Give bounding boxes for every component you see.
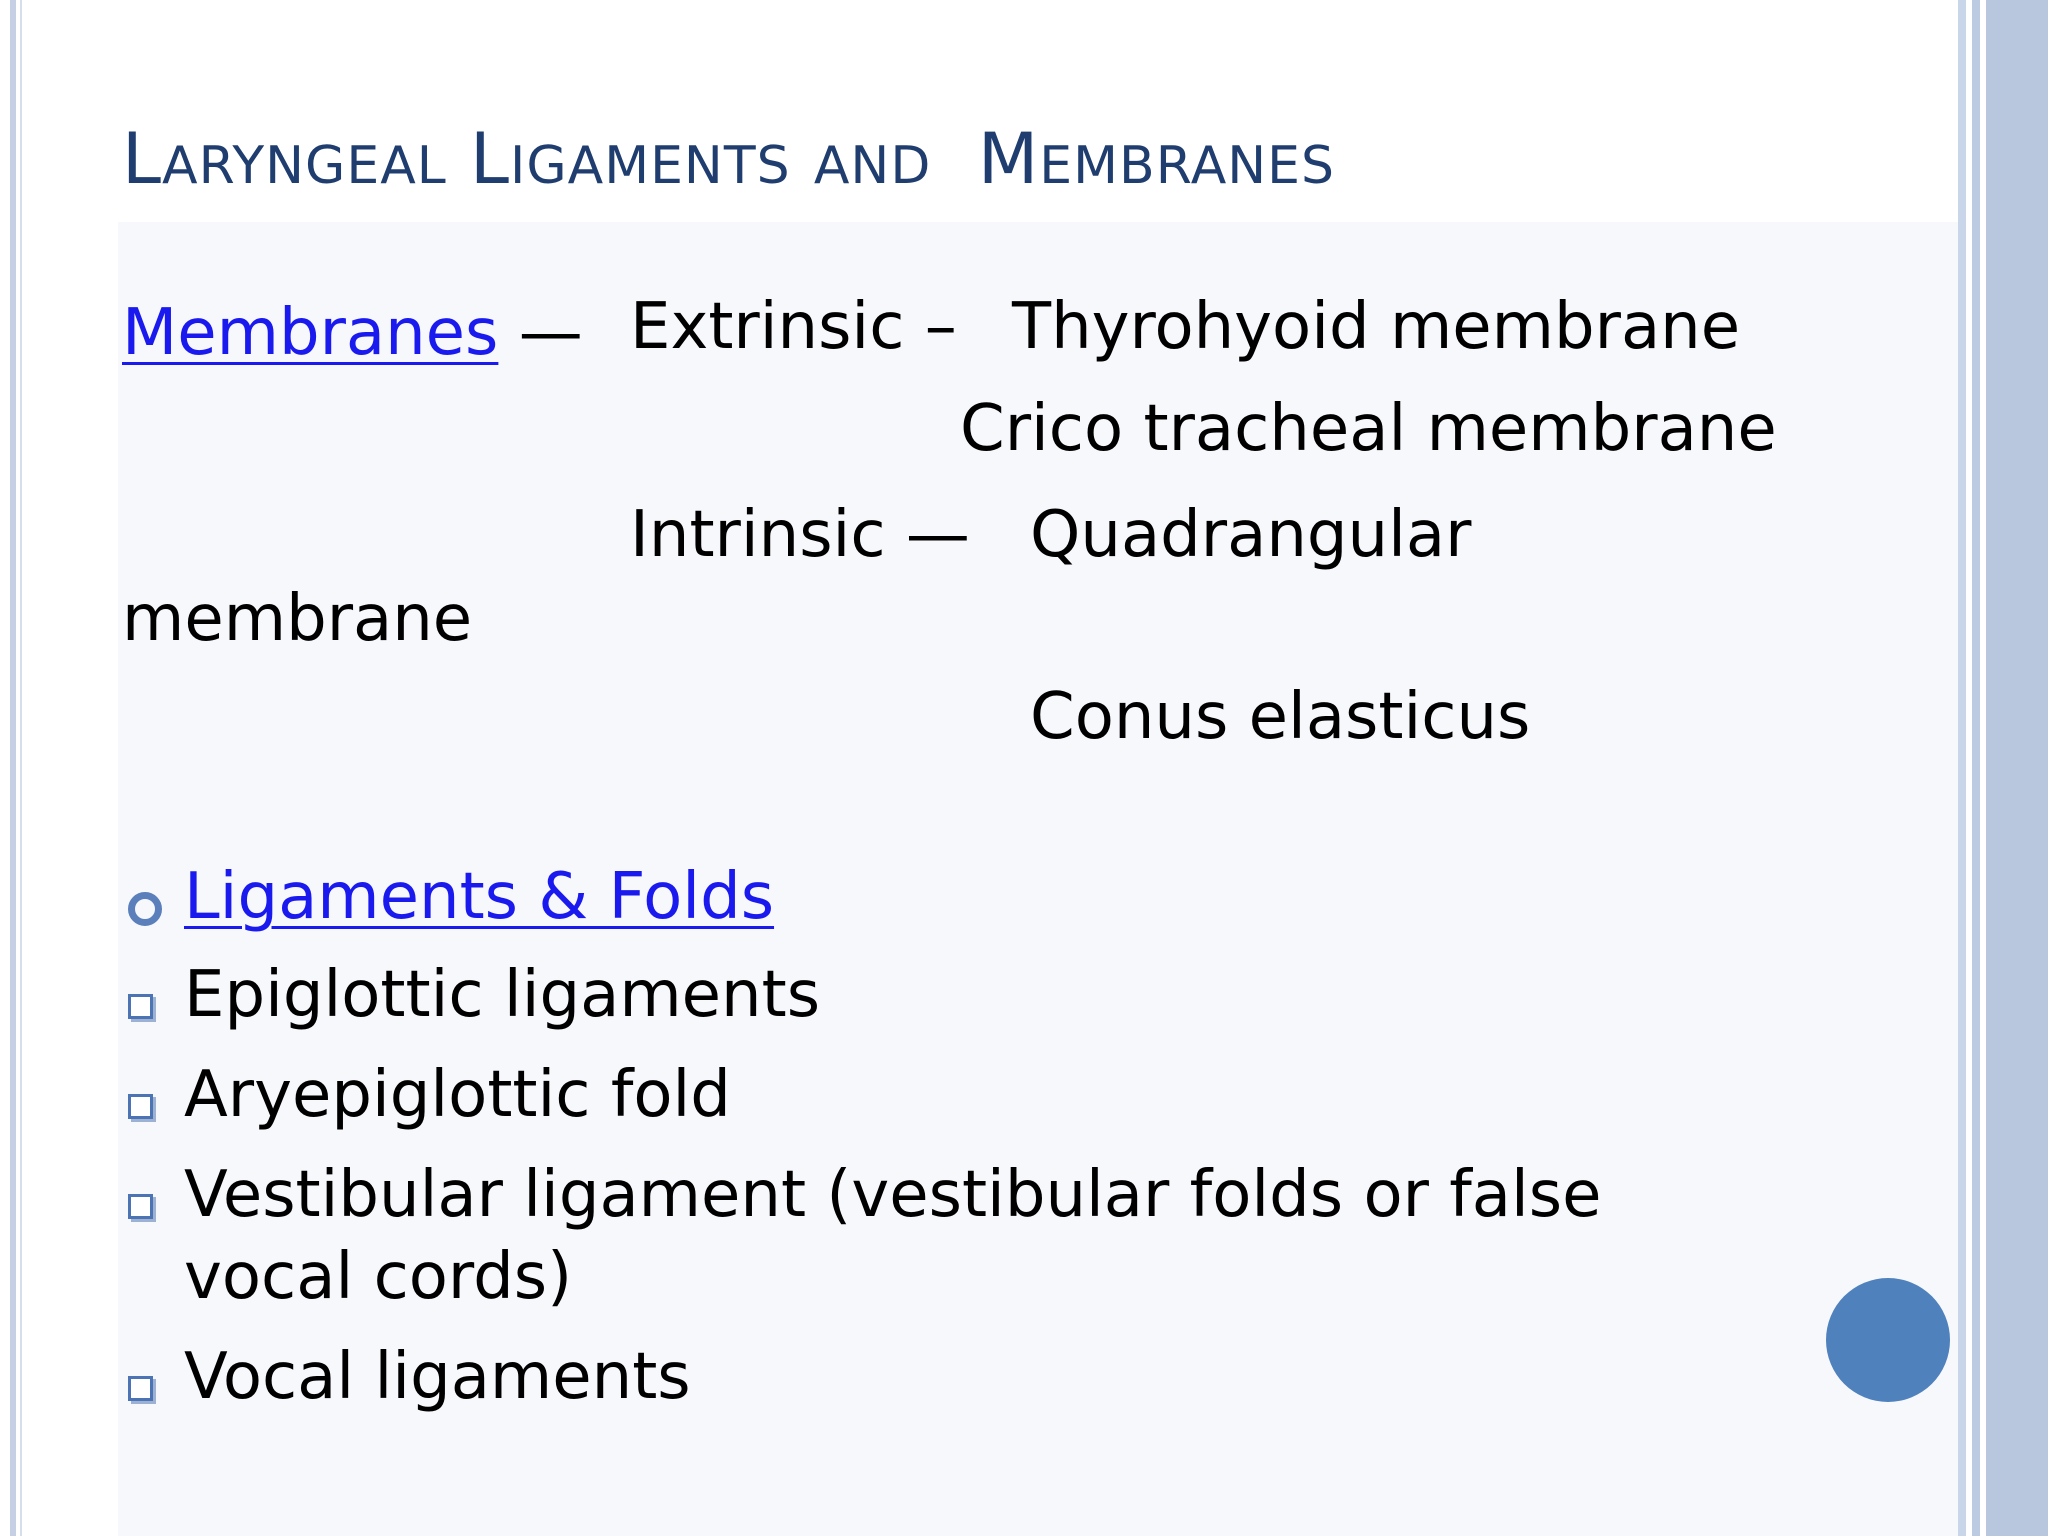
right-frame-line-mid: [1972, 0, 1980, 1536]
square-bullet-icon: [128, 1094, 153, 1119]
extrinsic-label: Extrinsic –: [630, 290, 957, 364]
membranes-heading-row: [122, 296, 583, 370]
list-item-vocal: Vocal ligaments: [184, 1340, 691, 1414]
quadrangular-label: Quadrangular: [1030, 498, 1472, 572]
right-frame-line-thin: [1958, 0, 1966, 1536]
conus-elasticus: Conus elasticus: [1030, 680, 1531, 754]
right-frame-band: [1986, 0, 2048, 1536]
membranes-link[interactable]: Membranes: [122, 296, 499, 370]
left-frame-line-thin: [20, 0, 22, 1536]
left-frame-line: [10, 0, 16, 1536]
intrinsic-label: Intrinsic —: [630, 498, 970, 572]
list-item-vestibular-cont: vocal cords): [184, 1240, 573, 1314]
list-item-epiglottic: Epiglottic ligaments: [184, 958, 821, 1032]
crico-tracheal-membrane: Crico tracheal membrane: [960, 392, 1777, 466]
slide-title: LARYNGEAL LIGAMENTS AND MEMBRANES: [122, 118, 1336, 200]
thyrohyoid-membrane: Thyrohyoid membrane: [1012, 290, 1741, 364]
square-bullet-icon: [128, 1194, 153, 1219]
quadrangular-membrane-wrap: membrane: [122, 582, 473, 656]
square-bullet-icon: [128, 994, 153, 1019]
ring-bullet-icon: [128, 892, 162, 926]
ligaments-folds-link[interactable]: Ligaments & Folds: [184, 860, 775, 934]
ligaments-heading: [184, 860, 774, 934]
square-bullet-icon: [128, 1376, 153, 1401]
membranes-dash: —: [518, 296, 583, 370]
list-item-vestibular: Vestibular ligament (vestibular folds or false: [184, 1158, 1602, 1232]
list-item-aryepiglottic: Aryepiglottic fold: [184, 1058, 731, 1132]
decorative-circle: [1826, 1278, 1950, 1402]
